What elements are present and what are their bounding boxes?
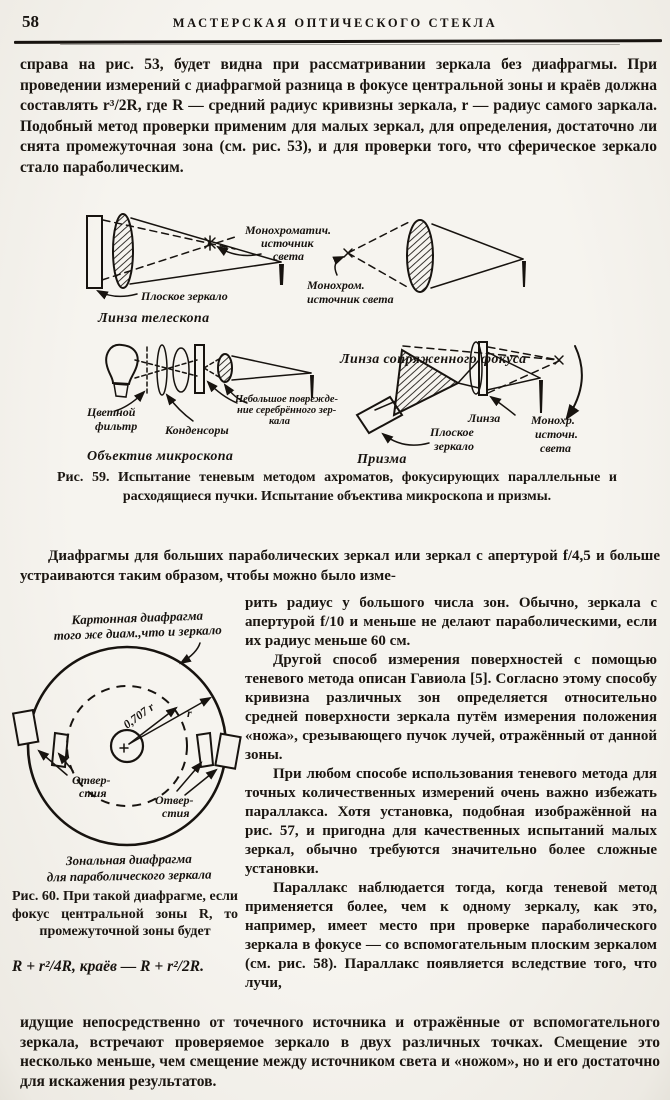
label-mono-source3-line3: света bbox=[540, 441, 572, 455]
paragraph-4: При любом способе использования теневого метода для точных количественных измерений очень важно избежать параллакса. Хотя установка, подобная изображённой на рис. 57, и пригодна для качественных испытаний малых зеркал, обычно требуются значительно более сложные установки. bbox=[245, 766, 657, 877]
running-title: МАСТЕРСКАЯ ОПТИЧЕСКОГО СТЕКЛА bbox=[172, 16, 498, 30]
zone-slot-right bbox=[197, 733, 213, 767]
plate bbox=[195, 345, 204, 393]
label-condensers: Конденсоры bbox=[165, 423, 229, 437]
outer-rim bbox=[28, 647, 226, 845]
label-flat-mirror2-line1: Плоское bbox=[430, 425, 474, 439]
label-prism: Призма bbox=[357, 452, 407, 467]
holes-arrow-right-1 bbox=[177, 763, 201, 791]
right-rim-notch bbox=[215, 734, 240, 769]
conjugate-focus-diagram bbox=[306, 220, 527, 367]
label-mono-source2-line2: источник света bbox=[307, 292, 394, 306]
center-cross bbox=[120, 744, 128, 752]
top-label-arrow bbox=[181, 643, 200, 663]
holes-label-left-line1: Отвер- bbox=[72, 773, 111, 787]
damage-arrow-1 bbox=[208, 382, 237, 403]
conjugate-lens-shape bbox=[407, 220, 433, 292]
radius-inner-label: 0,707 r bbox=[120, 699, 157, 732]
figure-59-drawing bbox=[85, 210, 665, 468]
figure-60-sub-label bbox=[20, 850, 239, 886]
label-conjugate-lens: Линза сопряженного фокуса bbox=[340, 352, 527, 367]
label-damage-line2: ние серебрённого зер- bbox=[237, 405, 337, 416]
label-microscope-objective: Объектив микроскопа bbox=[87, 449, 234, 464]
cardboard-diaphragm-label-line2: того же диам.,что и зеркало bbox=[53, 622, 223, 643]
paragraph-2-start: Диафрагмы для больших параболических зеркал или зеркал с апертурой f/4,5 и больше устраиваются таким образом, чтобы можно было изме- bbox=[20, 548, 660, 584]
figure-60-caption: Рис. 60. При такой диафрагме, если фокус центральной зоны R, то промежуточной зоны будет bbox=[12, 889, 238, 939]
light-source-star bbox=[555, 356, 563, 364]
condenser-arrow bbox=[167, 395, 193, 421]
knife-edge bbox=[522, 261, 526, 287]
paragraph-1-text: справа на рис. 53, будет видна при рассматривании зеркала без диафрагмы. При проведении измерений с диафрагмой разница в фокусе центральной зоны и краёв должна составлять r³/2R, где R — средний радиус кривизны зеркала, r — радиус самого заркала. Подобный метод проверки применим для малых зеркал, для определения, достаточно ли снята промежуточная зона (см. рис. 53), и для проверки того, что сферическое зеркало стало параболическим. bbox=[20, 56, 657, 176]
flat-mirror-shape bbox=[87, 216, 102, 288]
label-mono-source2-line1: Монохром. bbox=[307, 278, 365, 292]
figure-60-formula: R + r²/4R, краёв — R + r²/2R. bbox=[12, 958, 205, 975]
label-filter-line1: Цветной bbox=[87, 405, 136, 419]
label-filter-line2: фильтр bbox=[95, 419, 138, 433]
center-hole bbox=[111, 730, 143, 762]
knife-edge bbox=[279, 264, 284, 285]
paragraph-5-column: Параллакс наблюдается тогда, когда теневой метод применяется более, чем к одному зеркалу, как это, например, имеет место при проверке параболического зеркала в фокусе — со вспомогательным плоским зеркалом (см. рис. 58). Параллакс появляется вследствие того, что лучи, bbox=[245, 880, 657, 991]
label-telescope-lens: Линза телескопа bbox=[98, 311, 210, 326]
cardboard-diaphragm-label-line1: Картонная диафрагма bbox=[71, 607, 204, 628]
holes-label-right-line1: Отвер- bbox=[155, 793, 194, 807]
bulb-base bbox=[114, 384, 128, 397]
mirror-arrow bbox=[98, 291, 137, 296]
holes-arrow-right-2 bbox=[185, 770, 216, 795]
left-rim-notch bbox=[13, 710, 38, 745]
mirror-arrow bbox=[383, 434, 429, 445]
paragraph-5-fullwidth: идущие непосредственно от точечного источника и отражённые от вспомогательного зеркала, встречают проверяемое зеркало в двух различных точках. Смещение это несколько меньше, чем смещение между источником света и «ножом», но и его достаточно для искажения результатов. bbox=[20, 1014, 660, 1090]
paragraph-1 bbox=[20, 55, 657, 179]
label-damage-line3: кала bbox=[269, 416, 290, 427]
source-arrow bbox=[335, 257, 343, 275]
holes-label-left-line2: стия bbox=[79, 786, 107, 800]
figure-59-caption: Рис. 59. Испытание теневым методом ахроматов, фокусирующих параллельные и расходящиеся пучки. Испытание объектива микроскопа и призмы. bbox=[57, 470, 617, 504]
radius-outer-label: r bbox=[187, 706, 192, 720]
figure-60-drawing bbox=[15, 641, 243, 853]
label-mono-source3-line2: источн. bbox=[535, 427, 578, 441]
right-text-column bbox=[245, 594, 657, 993]
light-source-star bbox=[344, 249, 352, 257]
light-bulb bbox=[106, 345, 137, 384]
label-mono-source-line3: света bbox=[273, 249, 305, 263]
figure-60-top-label bbox=[35, 606, 241, 643]
paragraph-3: Другой способ измерения поверхностей с помощью теневого метода описан Гавиола [5]. Согласно этому способу кривизна различных зон определяется относительно средней поверхности зеркала путём измерения положения «ножа», срезывающего пучок лучей, отражённый от данной зоны. bbox=[245, 652, 657, 763]
page-number: 58 bbox=[22, 12, 39, 31]
source-sweep-arrow bbox=[567, 346, 582, 418]
microscope-objective-diagram bbox=[86, 345, 339, 464]
telescope-lens-diagram bbox=[87, 214, 331, 326]
label-mono-source3-line1: Монохр. bbox=[531, 413, 575, 427]
label-mono-source-line2: источник bbox=[261, 236, 314, 250]
zonal-diaphragm-label-line2: для параболического зеркала bbox=[46, 866, 212, 885]
label-mono-source-line1: Монохроматич. bbox=[245, 223, 331, 237]
label-damage-line1: Небольшое поврежде- bbox=[235, 394, 339, 405]
light-source-star bbox=[205, 236, 215, 250]
telescope-lens-shape bbox=[113, 214, 133, 288]
label-lens: Линза bbox=[468, 411, 501, 425]
zonal-diaphragm-label-line1: Зональная диафрагма bbox=[65, 850, 192, 869]
knife-edge bbox=[539, 380, 543, 413]
label-flat-mirror2-line2: зеркало bbox=[434, 439, 474, 453]
paragraph-2-fullwidth bbox=[20, 547, 660, 586]
header-rule-shadow bbox=[60, 44, 620, 45]
bottom-paragraph bbox=[20, 1013, 660, 1091]
holes-label-right-line2: стия bbox=[162, 806, 190, 820]
paragraph-2-continuation: рить радиус у большого числа зон. Обычно, зеркала с апертурой f/10 и меньше не делают параболическими, если их радиус меньше 60 см. bbox=[245, 595, 657, 649]
silvered-mirror-shape bbox=[218, 354, 232, 382]
label-flat-mirror: Плоское зеркало bbox=[141, 289, 228, 303]
